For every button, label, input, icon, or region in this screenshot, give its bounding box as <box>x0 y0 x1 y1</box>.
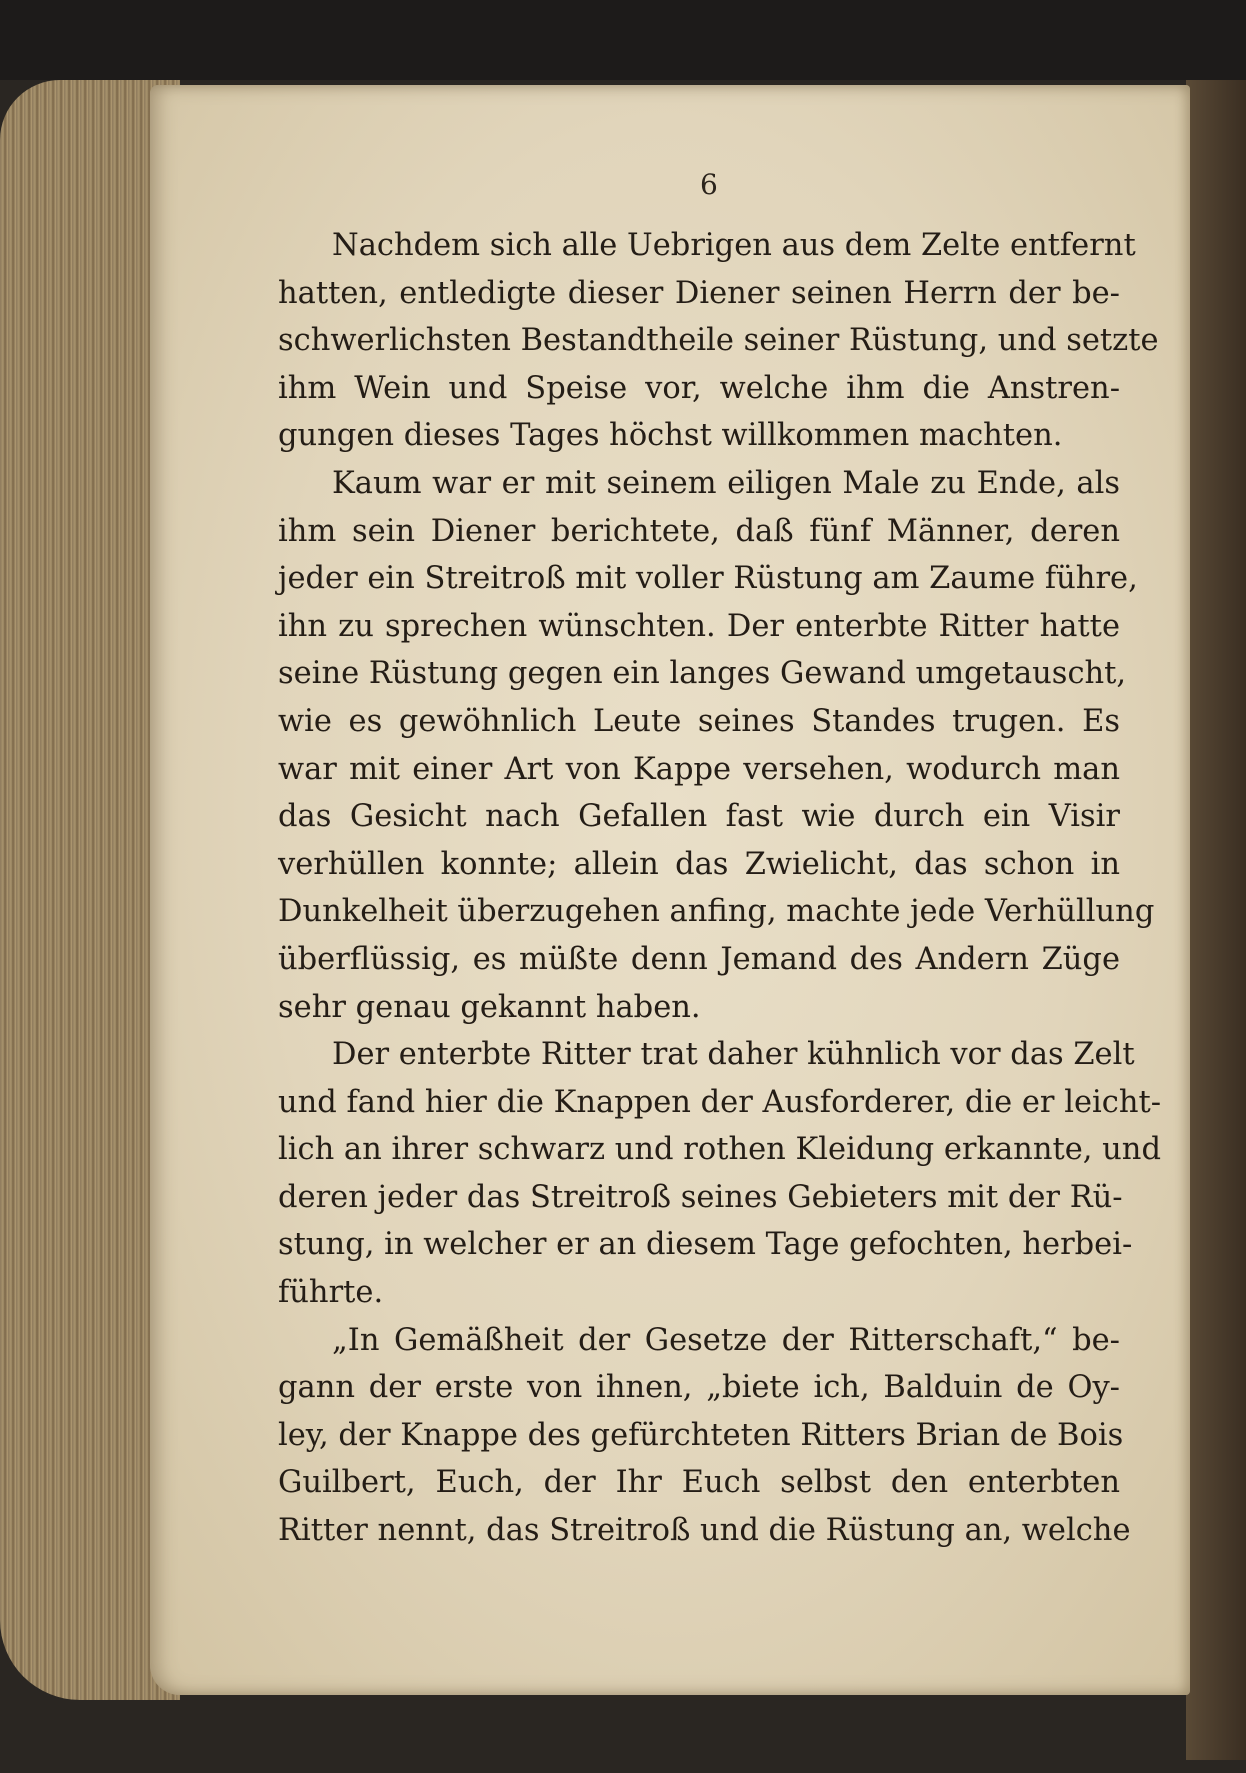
background-desk <box>0 0 1246 80</box>
text-line: Der enterbte Ritter trat daher kühnlich vor das Zelt <box>332 1037 1135 1073</box>
text-line: war mit einer Art von Kappe versehen, wodurch man <box>278 751 1120 787</box>
text-line: lich an ihrer schwarz und rothen Kleidung erkannte, und <box>278 1132 1161 1168</box>
text-line: Dunkelheit überzugehen anfing, machte jede Verhüllung <box>278 894 1155 930</box>
page-number: 6 <box>700 168 718 201</box>
text-line: deren jeder das Streitroß seines Gebieters mit der Rü- <box>278 1179 1123 1215</box>
page-text <box>278 222 1162 1555</box>
text-line: wie es gewöhnlich Leute seines Standes trugen. Es <box>278 703 1120 739</box>
book-cover-right <box>1186 80 1246 1760</box>
text-line: sehr genau gekannt haben. <box>278 989 701 1025</box>
text-line: verhüllen konnte; allein das Zwielicht, das schon in <box>278 846 1120 882</box>
text-line: Guilbert, Euch, der Ihr Euch selbst den enterbten <box>278 1465 1120 1501</box>
paragraph-4 <box>278 1317 1131 1555</box>
text-line: das Gesicht nach Gefallen fast wie durch ein Visir <box>278 799 1120 835</box>
text-line: ihm sein Diener berichtete, daß fünf Männer, deren <box>278 513 1120 549</box>
text-line: „In Gemäßheit der Gesetze der Ritterschaft,“ be- <box>332 1322 1120 1358</box>
paragraph-1 <box>278 222 1159 460</box>
text-line: gungen dieses Tages höchst willkommen machten. <box>278 418 1063 454</box>
text-line: und fand hier die Knappen der Ausforderer, die er leicht- <box>278 1084 1162 1120</box>
text-line: ley, der Knappe des gefürchteten Ritters Brian de Bois <box>278 1417 1124 1453</box>
text-line: Kaum war er mit seinem eiligen Male zu Ende, als <box>332 465 1120 501</box>
text-line: führte. <box>278 1275 384 1311</box>
text-line: ihn zu sprechen wünschten. Der enterbte Ritter hatte <box>278 608 1120 644</box>
text-line: seine Rüstung gegen ein langes Gewand umgetauscht, <box>278 656 1127 692</box>
text-line: hatten, entledigte dieser Diener seinen Herrn der be- <box>278 275 1120 311</box>
text-line: gann der erste von ihnen, „biete ich, Balduin de Oy- <box>278 1370 1120 1406</box>
paragraph-3 <box>278 1031 1162 1317</box>
text-line: jeder ein Streitroß mit voller Rüstung am Zaume führe, <box>278 561 1138 597</box>
text-line: überflüssig, es müßte denn Jemand des Andern Züge <box>278 941 1120 977</box>
text-line: schwerlichsten Bestandtheile seiner Rüstung, und setzte <box>278 323 1159 359</box>
text-line: stung, in welcher er an diesem Tage gefochten, herbei- <box>278 1227 1133 1263</box>
text-line: Nachdem sich alle Uebrigen aus dem Zelte entfernt <box>332 228 1136 263</box>
paragraph-2 <box>278 460 1155 1031</box>
text-line: ihm Wein und Speise vor, welche ihm die Anstren- <box>278 370 1120 406</box>
text-line: Ritter nennt, das Streitroß und die Rüstung an, welche <box>278 1513 1131 1549</box>
